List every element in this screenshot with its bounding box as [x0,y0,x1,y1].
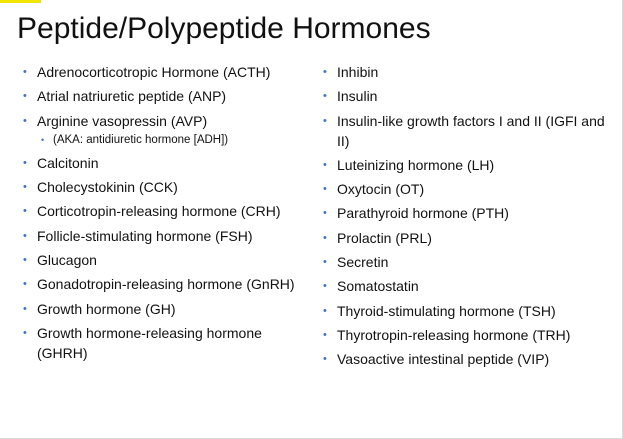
right-hormone-list [322,62,614,374]
bullet-icon: • [323,353,327,366]
hormone-name: Arginine vasopressin (AVP) [37,112,208,129]
hormone-list-item [22,62,314,82]
bullet-icon: • [323,328,327,341]
hormone-name: Vasoactive intestinal peptide (VIP) [337,351,550,368]
hormone-list-item [322,301,614,321]
bullet-icon: • [23,326,27,339]
hormone-name: Somatostatin [337,278,419,295]
bullet-icon: • [23,114,27,127]
hormone-name: Gonadotropin-releasing hormone (GnRH) [37,276,295,293]
hormone-name: Insulin-like growth factors I and II (IGFI and II) [337,112,605,149]
left-hormone-list [22,62,314,367]
hormone-list-item [22,201,314,221]
hormone-list-item [322,155,614,175]
hormone-name: Thyroid-stimulating hormone (TSH) [337,302,556,319]
bullet-icon: • [323,280,327,293]
bullet-icon: • [23,66,27,78]
hormone-list-item [322,228,614,248]
hormone-list-item [322,86,614,106]
hormone-name: Prolactin (PRL) [337,229,432,246]
bullet-icon: • [23,205,27,218]
bullet-icon: • [23,181,27,194]
hormone-list-item [22,226,314,246]
hormone-name: Oxytocin (OT) [337,181,425,198]
hormone-sub-item [22,132,314,148]
bullet-icon: • [23,156,27,169]
hormone-name: Follicle-stimulating hormone (FSH) [37,227,253,244]
bullet-icon: • [323,114,327,127]
bullet-icon: • [323,256,327,269]
hormone-list-item [22,299,314,319]
hormone-list-item [322,203,614,223]
bullet-icon: • [323,66,327,78]
slide-title: Peptide/Polypeptide Hormones [17,12,431,45]
hormone-name: Inhibin [337,64,379,80]
bullet-icon: • [323,231,327,244]
hormone-name: Cholecystokinin (CCK) [37,179,178,196]
hormone-list-item [322,62,614,82]
hormone-list-item [22,274,314,294]
bullet-icon: • [323,158,327,171]
hormone-name: Adrenocorticotropic Hormone (ACTH) [37,64,271,80]
hormone-list-item [22,177,314,197]
hormone-name: Corticotropin-releasing hormone (CRH) [37,203,281,220]
hormone-name: Growth hormone (GH) [37,300,176,317]
hormone-list-item [22,250,314,270]
hormone-list-item [322,179,614,199]
hormone-list-item [322,349,614,369]
hormone-name: Insulin [337,88,378,105]
hormone-name: Luteinizing hormone (LH) [337,156,495,173]
hormone-name: Calcitonin [37,154,99,171]
hormone-name: Parathyroid hormone (PTH) [337,205,509,222]
hormone-list-item [322,325,614,345]
hormone-alias: (AKA: antidiuretic hormone [ADH]) [53,133,229,146]
bullet-icon: • [323,183,327,196]
hormone-list-item [322,252,614,272]
hormone-name: Growth hormone-releasing hormone (GHRH) [37,324,262,361]
hormone-list-item [322,276,614,296]
bullet-icon: • [323,207,327,220]
bullet-icon: • [323,304,327,317]
hormone-name: Atrial natriuretic peptide (ANP) [37,88,227,105]
hormone-name: Thyrotropin-releasing hormone (TRH) [337,326,571,343]
bullet-icon: • [23,90,27,103]
bullet-icon: • [323,90,327,103]
hormone-name: Secretin [337,254,389,271]
hormone-list-item [22,153,314,173]
bullet-icon: • [23,229,27,242]
hormone-list-item [22,86,314,106]
sub-bullet-icon: • [41,134,45,145]
bullet-icon: • [23,302,27,315]
hormone-list-item [22,323,314,363]
bullet-icon: • [23,254,27,267]
bullet-icon: • [23,278,27,291]
accent-bar [0,0,41,3]
hormone-name: Glucagon [37,252,97,269]
hormone-list-item [22,111,314,131]
hormone-list-item [322,111,614,151]
